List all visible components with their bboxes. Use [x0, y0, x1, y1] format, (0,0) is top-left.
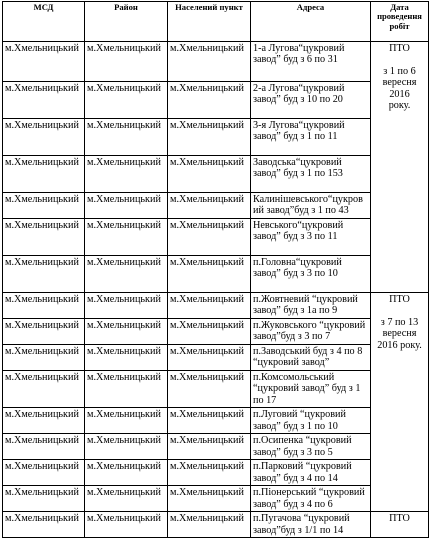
cell-address: 3-я Лугова“цукровий завод” буд з 1 по 11 — [251, 119, 371, 156]
table-header-row — [3, 2, 429, 42]
cell-msd: м.Хмельницький — [3, 512, 85, 538]
date-group-3 — [371, 512, 429, 538]
cell-msd: м.Хмельницький — [3, 193, 85, 219]
cell-district: м.Хмельницький — [85, 345, 168, 371]
cell-settlement: м.Хмельницький — [168, 219, 251, 256]
date-line-2: вересня 2016 — [382, 77, 417, 100]
cell-district: м.Хмельницький — [85, 82, 168, 119]
cell-msd: м.Хмельницький — [3, 256, 85, 293]
cell-district: м.Хмельницький — [85, 256, 168, 293]
cell-msd: м.Хмельницький — [3, 486, 85, 512]
cell-address: п.Пугачова “цукровий завод”буд з 1/1 по 14 — [251, 512, 371, 538]
cell-district: м.Хмельницький — [85, 512, 168, 538]
cell-address: п.Головна“цукровий завод” буд з 3 по 10 — [251, 256, 371, 293]
table-row — [3, 293, 429, 319]
date-pto: ПТО — [389, 43, 410, 54]
table-row — [3, 371, 429, 408]
table-row — [3, 256, 429, 293]
cell-msd: м.Хмельницький — [3, 345, 85, 371]
date-line-1: з 1 по 6 — [383, 65, 416, 77]
table-row — [3, 512, 429, 538]
cell-district: м.Хмельницький — [85, 193, 168, 219]
cell-msd: м.Хмельницький — [3, 371, 85, 408]
date-group-1 — [371, 42, 429, 293]
cell-address: п.Жовтневий “цукровий завод” буд з 1а по 9 — [251, 293, 371, 319]
table-row — [3, 486, 429, 512]
date-line-1: з 7 по 13 — [380, 316, 419, 328]
date-pto: ПТО — [389, 294, 410, 305]
cell-settlement: м.Хмельницький — [168, 319, 251, 345]
cell-msd: м.Хмельницький — [3, 408, 85, 434]
table-row — [3, 319, 429, 345]
cell-settlement: м.Хмельницький — [168, 460, 251, 486]
cell-msd: м.Хмельницький — [3, 319, 85, 345]
cell-settlement: м.Хмельницький — [168, 434, 251, 460]
schedule-table — [2, 1, 429, 538]
date-line-3: року. — [388, 100, 411, 112]
table-row — [3, 119, 429, 156]
header-settlement: Населений пункт — [168, 2, 251, 42]
table-row — [3, 345, 429, 371]
table-row — [3, 156, 429, 193]
table-row — [3, 434, 429, 460]
cell-settlement: м.Хмельницький — [168, 193, 251, 219]
cell-district: м.Хмельницький — [85, 42, 168, 82]
cell-district: м.Хмельницький — [85, 219, 168, 256]
date-line-2: вересня — [382, 328, 417, 340]
header-address: Адреса — [251, 2, 371, 42]
cell-settlement: м.Хмельницький — [168, 82, 251, 119]
cell-address: п.Жуковського “цукровий завод”буд з 3 по 7 — [251, 319, 371, 345]
cell-district: м.Хмельницький — [85, 408, 168, 434]
cell-settlement: м.Хмельницький — [168, 119, 251, 156]
cell-msd: м.Хмельницький — [3, 156, 85, 193]
cell-settlement: м.Хмельницький — [168, 486, 251, 512]
cell-address: Заводська“цукровий завод” буд з 1 по 153 — [251, 156, 371, 193]
table-row — [3, 460, 429, 486]
table-row — [3, 193, 429, 219]
cell-msd: м.Хмельницький — [3, 119, 85, 156]
cell-district: м.Хмельницький — [85, 434, 168, 460]
cell-address: п.Луговий “цукровий завод” буд з 1 по 10 — [251, 408, 371, 434]
cell-settlement: м.Хмельницький — [168, 371, 251, 408]
date-group-2 — [371, 293, 429, 512]
cell-address: п.Піонерський “цукровий завод” буд з 4 по 6 — [251, 486, 371, 512]
cell-msd: м.Хмельницький — [3, 82, 85, 119]
cell-address: п.Заводський буд з 4 по 8 “цукровий завод” — [251, 345, 371, 371]
cell-district: м.Хмельницький — [85, 319, 168, 345]
cell-settlement: м.Хмельницький — [168, 293, 251, 319]
cell-district: м.Хмельницький — [85, 486, 168, 512]
cell-msd: м.Хмельницький — [3, 293, 85, 319]
table-row — [3, 42, 429, 82]
cell-msd: м.Хмельницький — [3, 42, 85, 82]
cell-address: п.Парковий “цукровий завод” буд з 4 по 14 — [251, 460, 371, 486]
cell-district: м.Хмельницький — [85, 460, 168, 486]
cell-address: 1-а Лугова“цукровий завод” буд з 6 по 31 — [251, 42, 371, 82]
table-row — [3, 219, 429, 256]
date-pto: ПТО — [389, 513, 410, 525]
header-date: Дата проведення робіт — [371, 2, 429, 42]
cell-district: м.Хмельницький — [85, 293, 168, 319]
cell-msd: м.Хмельницький — [3, 460, 85, 486]
cell-settlement: м.Хмельницький — [168, 42, 251, 82]
table-row — [3, 82, 429, 119]
cell-settlement: м.Хмельницький — [168, 345, 251, 371]
cell-address: Невського“цукровий завод” буд з 3 по 11 — [251, 219, 371, 256]
date-line-3: 2016 року. — [377, 339, 422, 351]
cell-address: 2-а Лугова“цукровий завод” буд з 10 по 20 — [251, 82, 371, 119]
header-district: Район — [85, 2, 168, 42]
cell-settlement: м.Хмельницький — [168, 156, 251, 193]
cell-address: Калинішевського“цукровий завод”буд з 1 по 43 — [251, 193, 371, 219]
cell-settlement: м.Хмельницький — [168, 512, 251, 538]
cell-settlement: м.Хмельницький — [168, 256, 251, 293]
cell-district: м.Хмельницький — [85, 156, 168, 193]
cell-district: м.Хмельницький — [85, 371, 168, 408]
cell-msd: м.Хмельницький — [3, 434, 85, 460]
cell-address: п.Комсомольський “цукровий завод” буд з 1 по 17 — [251, 371, 371, 408]
cell-district: м.Хмельницький — [85, 119, 168, 156]
header-msd: МСД — [3, 2, 85, 42]
cell-msd: м.Хмельницький — [3, 219, 85, 256]
table-row — [3, 408, 429, 434]
cell-address: п.Осипенка “цукровий завод” буд з 3 по 5 — [251, 434, 371, 460]
cell-settlement: м.Хмельницький — [168, 408, 251, 434]
